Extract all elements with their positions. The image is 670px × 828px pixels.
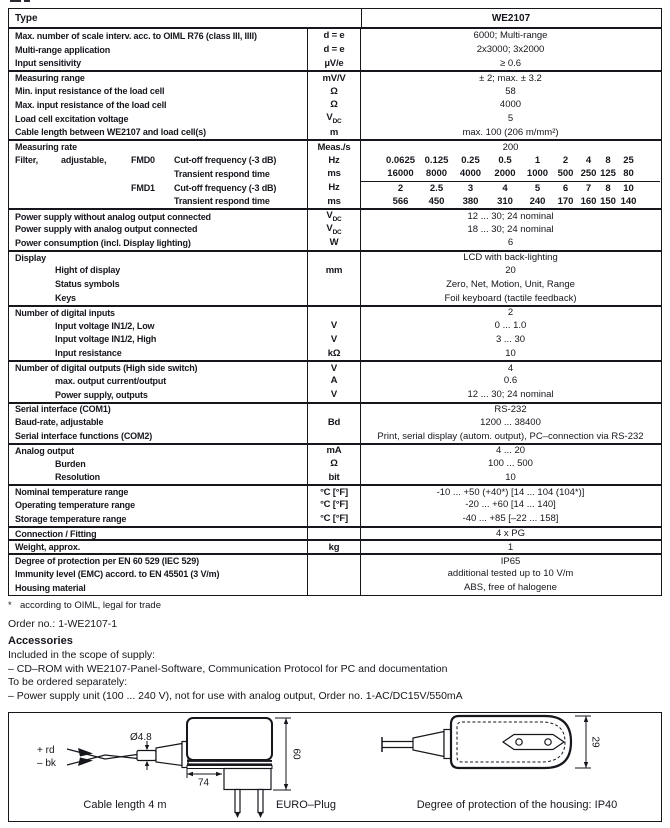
spec-label: Measuring range [15, 73, 85, 84]
spec-label: Power supply, outputs [55, 389, 148, 400]
spec-value: max. 100 (206 m/mm²) [462, 126, 559, 138]
spec-label: Min. input resistance of the load cell [15, 86, 165, 97]
spec-value: 58 [505, 85, 516, 97]
spec-value: 0.0625 0.125 0.25 0.5 1 2 4 8 25 [385, 154, 634, 166]
spec-row [9, 43, 661, 57]
spec-unit: $V_{DC}$ [307, 112, 361, 126]
spec-unit [307, 581, 361, 595]
power-supply-figure [8, 712, 662, 822]
spec-unit: W [307, 236, 361, 250]
spec-label: Power consumption (incl. Display lighting) [15, 237, 191, 248]
spec-row [9, 402, 661, 416]
spec-label: Transient respond time [174, 168, 270, 179]
spec-unit: bit [307, 471, 361, 485]
spec-unit [307, 567, 361, 581]
spec-row [9, 57, 661, 71]
spec-value: 3 ... 30 [495, 333, 526, 345]
euro-plug-pins [224, 769, 271, 819]
spec-label: Connection / Fitting [15, 528, 97, 539]
spec-label: Serial interface functions (COM2) [15, 431, 153, 441]
spec-unit: V [307, 362, 361, 374]
spec-row [9, 360, 661, 374]
spec-label: Input resistance [55, 348, 122, 359]
plug-height-dim-label: 29 [589, 736, 601, 748]
spec-row [9, 539, 661, 553]
adapter-body [187, 718, 272, 769]
spec-value: 2x3000; 3x2000 [476, 44, 545, 56]
order-number-line: Order no.: 1-WE2107-1 [8, 618, 118, 630]
spec-label: Analog output [15, 445, 75, 456]
euro-plug-caption: EURO–Plug [276, 799, 336, 811]
accessories-heading: Accessories [8, 635, 73, 647]
wire-plus-label: + rd [37, 745, 55, 756]
spec-row [9, 429, 661, 443]
spec-row [9, 167, 661, 181]
spec-value: 1200 ... 38400 [480, 416, 541, 428]
spec-label: Hight of display [55, 265, 121, 276]
spec-value: 2 [507, 307, 514, 319]
spec-row [9, 181, 661, 195]
table-header-row [9, 9, 661, 29]
spec-value: LCD with back-lighting [463, 252, 558, 264]
spec-unit: Ω [307, 457, 361, 471]
spec-label: Multi-range application [15, 44, 111, 55]
spec-value: Zero, Net, Motion, Unit, Range [446, 278, 575, 290]
spec-row [9, 443, 661, 457]
spec-unit: °C [°F] [307, 498, 361, 512]
spec-row [9, 333, 661, 347]
spec-unit: V [307, 388, 361, 402]
spec-label: Display [15, 252, 46, 263]
spec-unit: Hz [307, 181, 361, 195]
spec-label: Nominal temperature range [15, 487, 129, 498]
spec-row [9, 112, 661, 126]
accessories-line: – Power supply unit (100 ... 240 V), not for use with analog output, Order no. 1-AC/DC15V/550mA [8, 689, 463, 702]
spec-value: ≥ 0.6 [499, 57, 522, 69]
plug-face-view [382, 716, 601, 768]
diameter-dim-label: Ø4.8 [130, 732, 152, 743]
spec-value: ± 2; max. ± 3.2 [479, 72, 542, 84]
spec-row [9, 277, 661, 291]
spec-row [9, 305, 661, 319]
spec-label: Transient respond time [174, 196, 270, 207]
footnote-asterisk: * [8, 600, 12, 611]
spec-unit [307, 307, 361, 319]
spec-row [9, 236, 661, 250]
spec-value: 4 x PG [495, 528, 526, 540]
spec-row [9, 512, 661, 526]
spec-value: 0.6 [503, 375, 518, 387]
spec-value: 5 [507, 113, 514, 125]
spec-row [9, 567, 661, 581]
spec-value: RS-232 [494, 403, 527, 415]
strain-relief [156, 744, 182, 766]
spec-row [9, 250, 661, 264]
spec-row [9, 319, 661, 333]
spec-label: Storage temperature range [15, 513, 127, 524]
spec-value: 4000 [499, 99, 522, 111]
spec-unit: °C [°F] [307, 512, 361, 526]
spec-row [9, 484, 661, 498]
spec-row [9, 553, 661, 567]
spec-unit [307, 277, 361, 291]
spec-unit: $V_{DC}$ [307, 210, 361, 223]
spec-label: Number of digital inputs [15, 307, 115, 318]
spec-value: 12 ... 30; 24 nominal [467, 389, 554, 401]
spec-row [9, 98, 661, 112]
spec-value: 4 ... 20 [495, 445, 526, 457]
spec-unit: d = e [307, 29, 361, 43]
spec-row [9, 222, 661, 236]
spec-value: 18 ... 30; 24 nominal [467, 223, 554, 235]
spec-row [9, 70, 661, 84]
spec-unit: mV/V [307, 72, 361, 84]
spec-label: Load cell excitation voltage [15, 113, 129, 124]
spec-unit: kg [307, 541, 361, 553]
spec-value: 1 [507, 541, 514, 553]
spec-unit: Hz [307, 153, 361, 167]
spec-value: IP65 [500, 555, 521, 567]
spec-label: Max. number of scale interv. acc. to OIML R76 (class III, IIII) [15, 30, 257, 41]
accessories-line: To be ordered separately: [8, 676, 128, 689]
plug-height-dimension [575, 716, 591, 768]
spec-unit: ms [307, 195, 361, 209]
spec-unit [307, 291, 361, 305]
spec-label: Max. input resistance of the load cell [15, 99, 167, 110]
spec-value: 2 2.5 3 4 5 6 7 8 10 [361, 181, 660, 195]
spec-unit: Ω [307, 98, 361, 112]
spec-unit: °C [°F] [307, 486, 361, 498]
spec-row [9, 153, 661, 167]
spec-unit: kΩ [307, 346, 361, 360]
spec-row [9, 139, 661, 153]
spec-label: Cable length between WE2107 and load cell(s) [15, 127, 206, 138]
spec-row [9, 498, 661, 512]
spec-label: Degree of protection per EN 60 529 (IEC 529) [15, 556, 199, 567]
spec-unit: mA [307, 445, 361, 457]
plug-cable [382, 730, 451, 759]
spec-unit: µV/e [307, 57, 361, 71]
spec-label: Housing material [15, 582, 86, 593]
spec-row [9, 388, 661, 402]
spec-label: Number of digital outputs (High side switch) [15, 363, 198, 374]
spec-label: Resolution [55, 472, 100, 483]
spec-label: Input voltage IN1/2, Low [55, 320, 155, 331]
spec-unit: A [307, 374, 361, 388]
spec-row [9, 374, 661, 388]
spec-unit [307, 404, 361, 416]
spec-value: 200 [502, 141, 519, 153]
spec-unit: Bd [307, 415, 361, 429]
oiml-footnote [8, 600, 161, 611]
spec-label: Serial interface (COM1) [15, 404, 111, 415]
spec-label: Power supply with analog output connected [15, 224, 198, 235]
height-dimension [273, 718, 291, 790]
spec-label: Immunity level (EMC) accord. to EN 45501 (3 V/m) [15, 568, 220, 579]
spec-row [9, 84, 661, 98]
spec-value: -20 ... +60 [14 ... 140] [465, 499, 556, 511]
spec-value: 10 [505, 471, 516, 483]
wire-minus-label: – bk [37, 758, 56, 769]
spec-row [9, 29, 661, 43]
spec-unit: mm [307, 264, 361, 278]
spec-unit: d = e [307, 43, 361, 57]
spec-label: Power supply without analog output connected [15, 211, 211, 222]
footnote-text: according to OIML, legal for trade [20, 600, 161, 611]
spec-label: max. output current/output [55, 375, 167, 386]
spec-unit: V [307, 319, 361, 333]
spec-value: 6000; Multi-range [473, 30, 548, 42]
cable-wires [67, 748, 137, 766]
spec-row [9, 581, 661, 595]
spec-value: 6 [507, 237, 514, 249]
spec-value: 12 ... 30; 24 nominal [467, 211, 554, 223]
spec-unit: V [307, 333, 361, 347]
spec-row [9, 346, 661, 360]
spec-row [9, 526, 661, 540]
spec-unit: Meas./s [307, 141, 361, 153]
spec-value: 0 ... 1.0 [494, 320, 527, 332]
spec-value: 566 450 380 310 240 170 160 150 140 [392, 195, 637, 207]
width-dim-label: 74 [198, 777, 210, 789]
spec-label: Burden [55, 458, 86, 469]
spec-unit [307, 252, 361, 264]
specification-table [8, 8, 662, 596]
spec-row [9, 264, 661, 278]
spec-value: 16000 8000 4000 2000 1000 500 250 125 80 [387, 168, 634, 180]
spec-row [9, 415, 661, 429]
spec-row [9, 471, 661, 485]
table-header-model: WE2107 [361, 9, 660, 27]
accessories-paragraph [8, 649, 463, 703]
spec-label: Weight, approx. [15, 542, 81, 553]
spec-row [9, 208, 661, 222]
cropped-text-remnant [10, 0, 21, 2]
spec-row [9, 195, 661, 209]
power-supply-drawing [9, 713, 660, 820]
accessories-line: – CD–ROM with WE2107-Panel-Software, Communication Protocol for PC and documentation [8, 662, 448, 675]
spec-value: -40 ... +85 [–22 ... 158] [462, 513, 559, 525]
spec-value: -10 ... +50 (+40*) [14 ... 104 (104*)] [436, 486, 585, 498]
dc-connector [137, 741, 156, 770]
height-dim-label: 60 [290, 748, 302, 760]
spec-label: Keys [55, 293, 76, 304]
spec-label: Measuring rate [15, 142, 77, 153]
spec-label: FMD1 Cut-off frequency (-3 dB) [131, 182, 277, 193]
spec-value: Foil keyboard (tactile feedback) [444, 292, 577, 304]
protection-caption: Degree of protection of the housing: IP40 [416, 799, 618, 811]
spec-value: 10 [505, 347, 516, 359]
spec-unit: m [307, 126, 361, 140]
spec-value: 100 ... 500 [488, 458, 533, 470]
spec-row [9, 291, 661, 305]
spec-value: Print, serial display (autom. output), PC–connection via RS-232 [377, 430, 644, 442]
cropped-text-remnant [24, 0, 30, 2]
spec-label: Status symbols [55, 279, 120, 290]
spec-value: 20 [505, 264, 516, 276]
spec-label: Input voltage IN1/2, High [55, 334, 157, 345]
spec-unit [307, 555, 361, 567]
spec-label: Filter, adjustable, FMD0 Cut-off frequency (-3 dB) [15, 155, 277, 166]
spec-unit [307, 429, 361, 443]
spec-unit [307, 528, 361, 540]
spec-row [9, 126, 661, 140]
spec-unit: Ω [307, 84, 361, 98]
spec-table-body [9, 29, 661, 595]
plug-housing [451, 716, 571, 768]
adapter-side-view [37, 718, 302, 818]
spec-label: Baud-rate, adjustable [15, 417, 104, 428]
cable-length-caption: Cable length 4 m [83, 799, 167, 811]
spec-unit: $V_{DC}$ [307, 222, 361, 236]
spec-value: ABS, free of halogene [464, 582, 557, 594]
spec-row [9, 457, 661, 471]
spec-value: 4 [507, 362, 514, 374]
table-header-type: Type [15, 12, 38, 24]
spec-value: additional tested up to 10 V/m [447, 568, 574, 580]
spec-unit: ms [307, 167, 361, 181]
spec-label: Operating temperature range [15, 499, 135, 510]
accessories-line: Included in the scope of supply: [8, 649, 156, 661]
spec-label: Input sensitivity [15, 58, 81, 69]
